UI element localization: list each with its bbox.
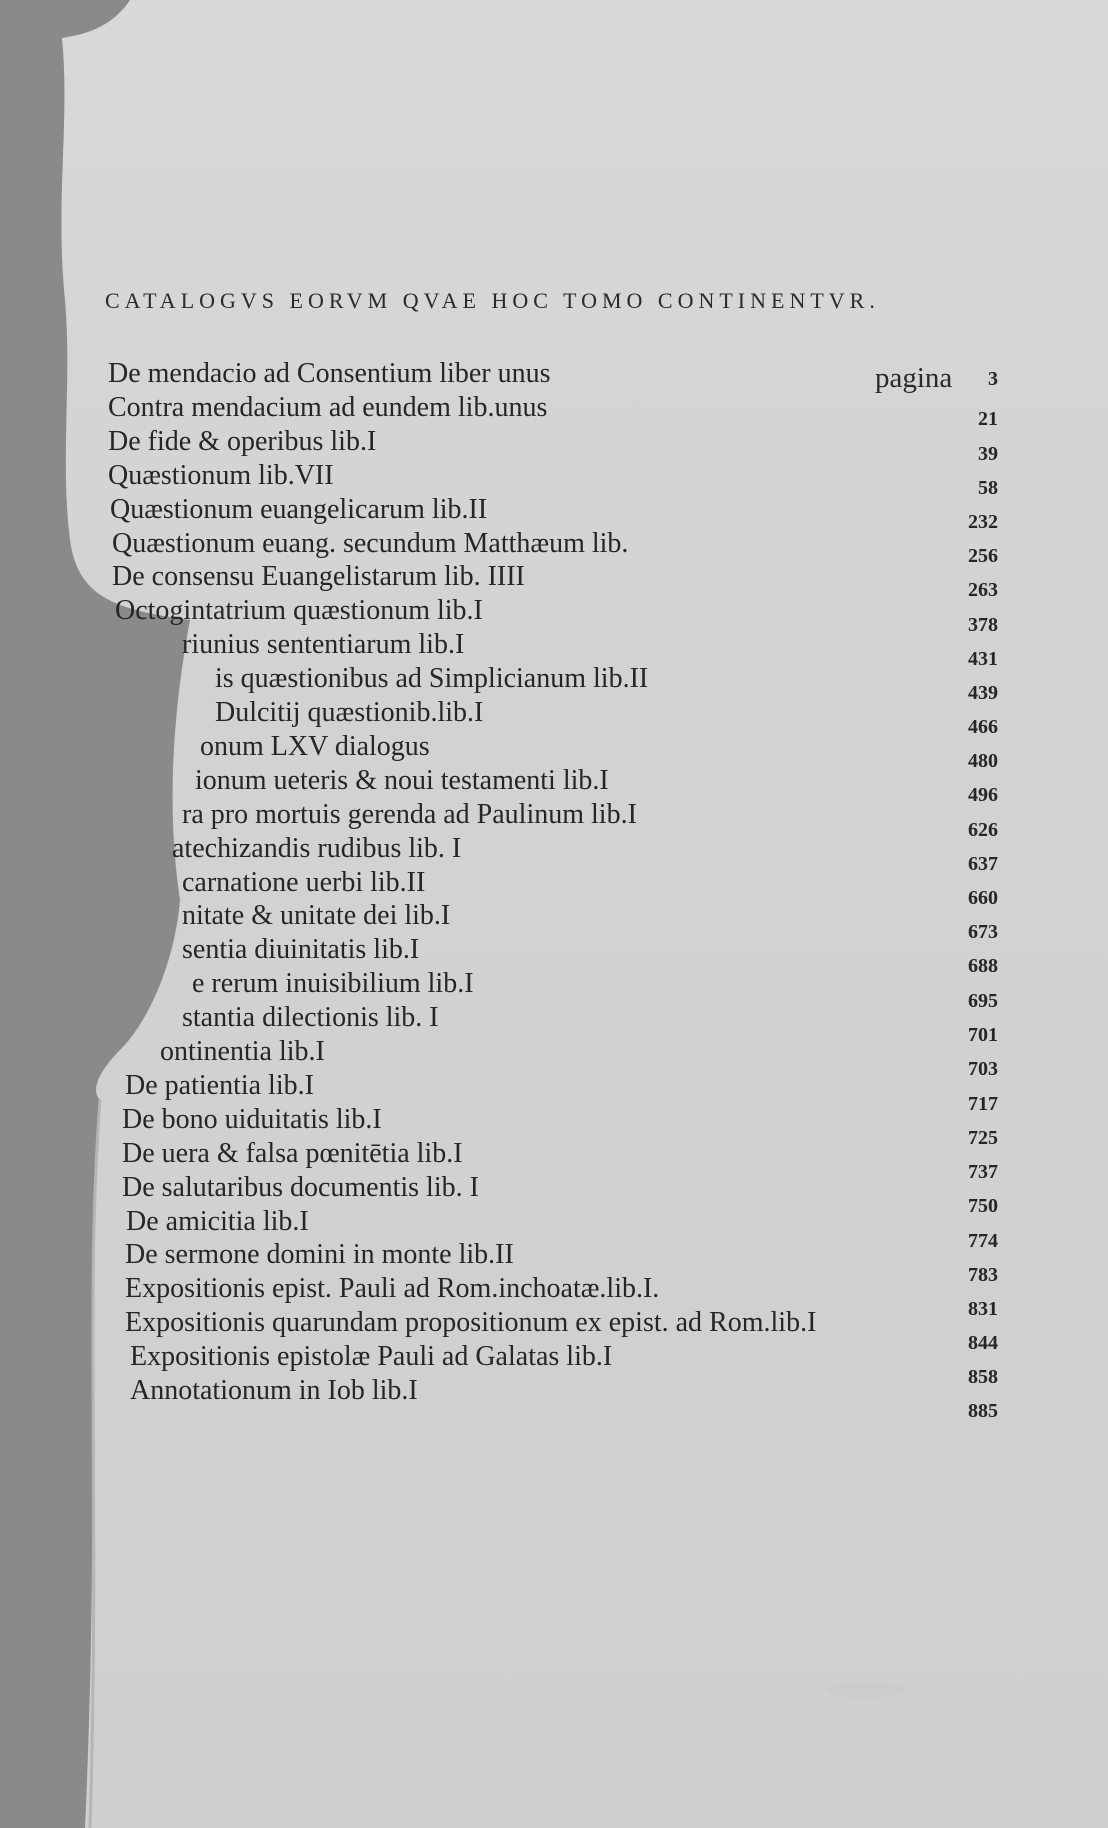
catalog-entry-page: 21 [978,408,998,430]
catalog-entry-page: 431 [968,648,998,670]
catalog-entry-page: 637 [968,853,998,875]
catalog-entry-page: 717 [968,1093,998,1115]
catalog-entry-title: carnatione uerbi lib.II [182,866,426,898]
catalog-entry-page: 750 [968,1195,998,1217]
catalog-entry-title: stantia dilectionis lib. I [182,1002,439,1034]
catalog-entry-page: 737 [968,1161,998,1183]
catalog-entry-title: Expositionis quarundam propositionum ex epist. ad Rom.lib.I [125,1307,817,1339]
catalog-entry-title: De sermone domini in monte lib.II [125,1239,514,1271]
catalog-entry-title: ontinentia lib.I [160,1036,325,1067]
catalog-entry-title: is quæstionibus ad Simplicianum lib.II [215,663,649,695]
catalog-entry-page: 844 [968,1332,998,1354]
catalog-entry-page: 725 [968,1127,998,1149]
catalog-entry-page: 660 [968,887,998,909]
catalog-entry-title: Annotationum in Iob lib.I [130,1375,418,1406]
catalog-entry-page: 439 [968,682,998,704]
catalog-entry-title: De amicitia lib.I [126,1205,309,1237]
catalog-entry-page: 626 [968,819,998,841]
catalog-entry-page: 263 [968,579,998,601]
catalog-entry-page: 885 [968,1400,998,1422]
catalog-entry-page: 496 [968,784,998,806]
catalog-entry-title: atechizandis rudibus lib. I [172,832,462,864]
catalog-entry-page: 378 [968,614,998,636]
catalog-entry-page: 703 [968,1058,998,1080]
catalog-entry-title: Expositionis epist. Pauli ad Rom.inchoatæ.lib.I. [125,1273,660,1305]
catalog-entry-page: 858 [968,1366,998,1388]
catalog-entry-title: ra pro mortuis gerenda ad Paulinum lib.I [182,798,637,830]
catalog-entry-title: De salutaribus documentis lib. I [122,1171,479,1203]
catalog-entry-page: 774 [968,1230,998,1252]
catalog-entry-title: Contra mendacium ad eundem lib.unus [108,391,548,423]
catalog-entry-page: 673 [968,921,998,943]
catalog-entry-page: 232 [968,511,998,533]
catalog-entry-page: 466 [968,716,998,738]
catalog-entry-title: nitate & unitate dei lib.I [182,900,451,932]
catalog-entry-title: Quæstionum euang. secundum Matthæum lib. [112,527,629,559]
catalog-entry-title: riunius sententiarum lib.I [182,629,465,661]
catalog-entry-title: De bono uiduitatis lib.I [122,1103,382,1135]
catalog-entry-title: ionum ueteris & noui testamenti lib.I [195,764,609,796]
catalog-entry-page: 58 [978,477,998,499]
catalog-entry-title: Octogintatrium quæstionum lib.I [115,595,483,627]
catalog-entry-title: Dulcitij quæstionib.lib.I [215,697,484,728]
catalog-entry-title: De patientia lib.I [125,1069,314,1101]
catalog-entry-page: 3 [988,368,998,390]
catalog-entry-title: sentia diuinitatis lib.I [182,934,420,966]
catalog-entry-page: 39 [978,443,998,465]
catalog-entry-title: Quæstionum lib.VII [108,459,334,491]
catalog-entry-title: De consensu Euangelistarum lib. IIII [112,561,525,593]
catalog-entry-page: 695 [968,990,998,1012]
catalog-title: CATALOGVS EORVM QVAE HOC TOMO CONTINENTVR. [105,288,880,313]
catalog-entry-page: 480 [968,750,998,772]
catalog-entry-title: e rerum inuisibilium lib.I [192,968,474,1000]
catalog-entry-page: 701 [968,1024,998,1046]
catalog-entry-title: De uera & falsa pœnitētia lib.I [122,1137,463,1169]
catalog-entry-page: 256 [968,545,998,567]
catalog-entry-page: 783 [968,1264,998,1286]
catalog-entry-page: 831 [968,1298,998,1320]
catalog-entry-title: Quæstionum euangelicarum lib.II [110,493,488,525]
catalog-entry-title: onum LXV dialogus [200,730,430,762]
catalog-entry-title: De fide & operibus lib.I [108,425,377,457]
catalog-entry-title: Expositionis epistolæ Pauli ad Galatas lib.I [130,1341,613,1373]
catalog-entry-title: De mendacio ad Consentium liber unus [108,358,551,389]
catalog-entry-page: 688 [968,955,998,977]
pagina-label: pagina [875,362,953,394]
